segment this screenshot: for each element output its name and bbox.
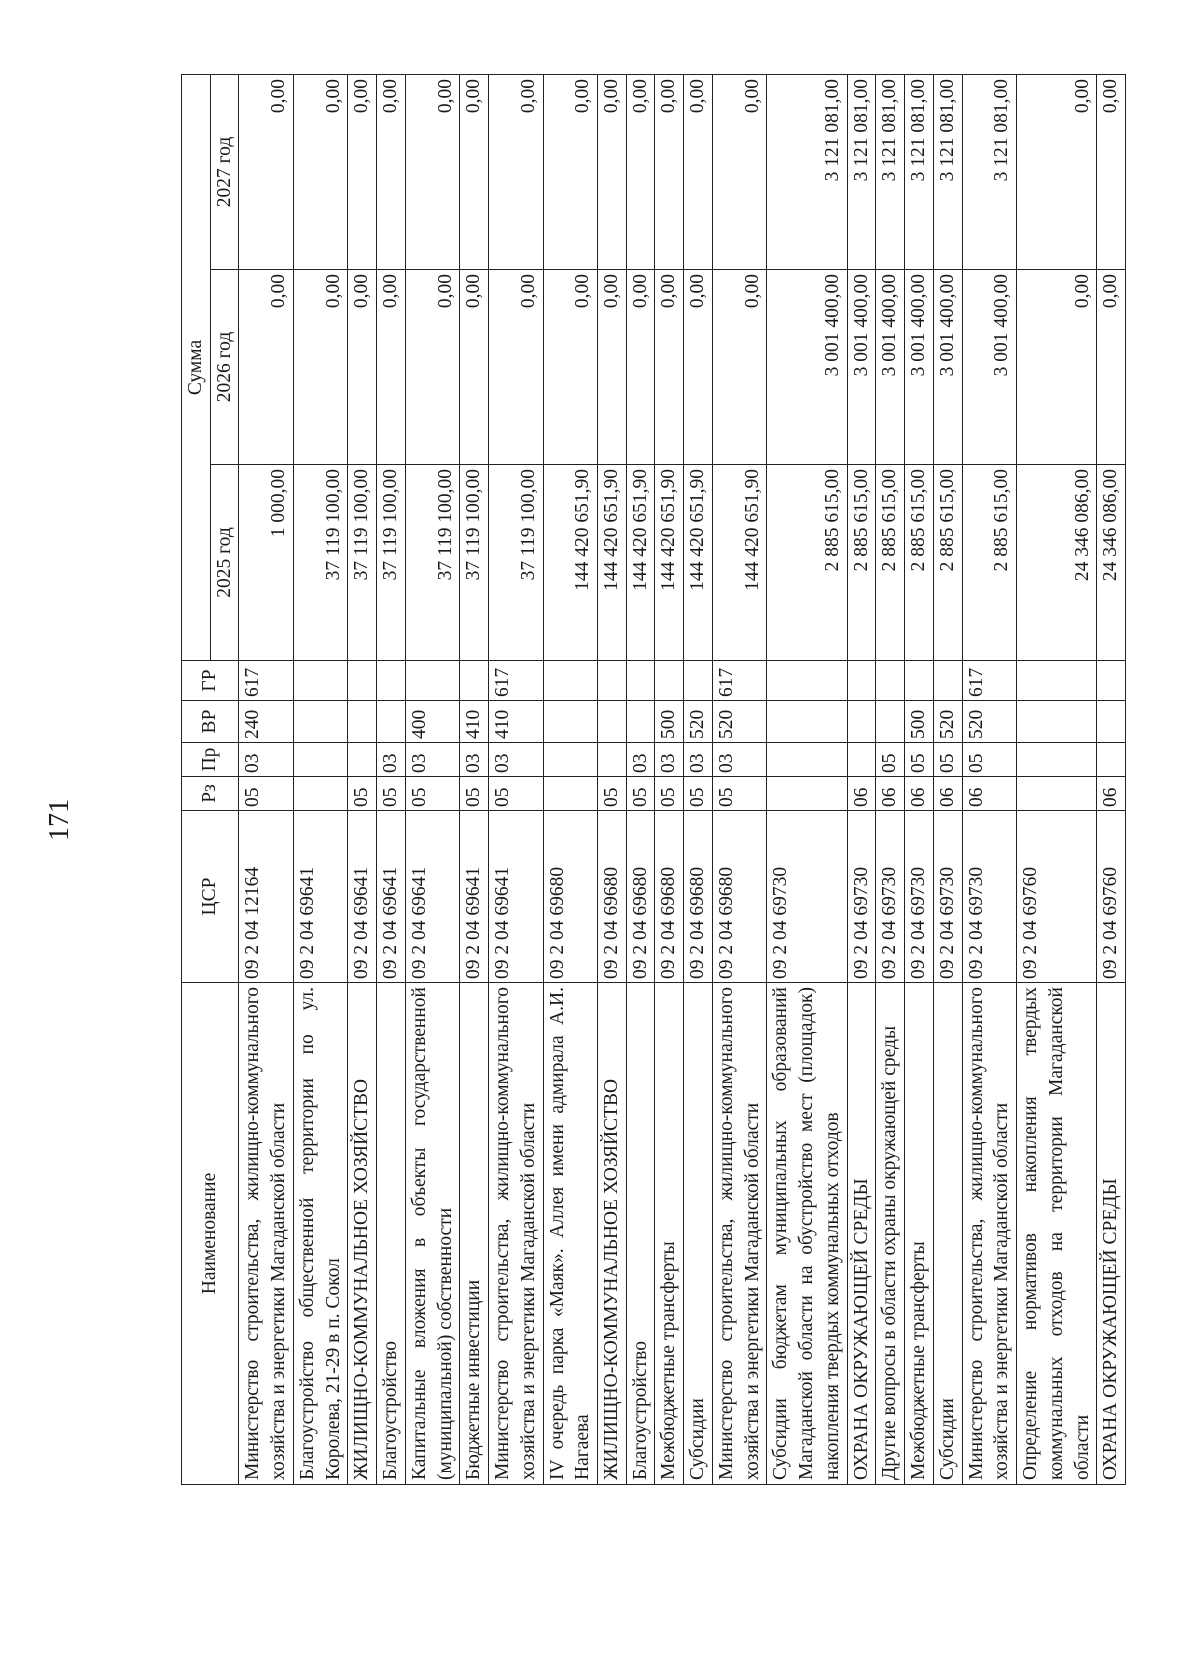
row-rz-cell (767, 777, 847, 811)
row-sum-2027-cell: 0,00 (626, 75, 655, 270)
row-sum-2025-cell: 37 119 100,00 (489, 465, 543, 661)
row-name-cell: Благоустройство (626, 983, 655, 1485)
row-sum-2025-cell: 37 119 100,00 (405, 465, 459, 661)
row-pr-cell: 03 (712, 743, 766, 777)
row-sum-2026-cell: 0,00 (293, 270, 347, 465)
row-csr-cell: 09 2 04 69760 (1097, 811, 1126, 983)
row-vr-cell (626, 701, 655, 743)
row-sum-2025-cell: 2 885 615,00 (933, 465, 962, 661)
row-sum-2027-cell: 3 121 081,00 (847, 75, 876, 270)
row-vr-cell: 520 (933, 701, 962, 743)
header-pr: Пр (182, 743, 239, 777)
row-rz-cell: 05 (405, 777, 459, 811)
row-sum-2026-cell: 3 001 400,00 (876, 270, 905, 465)
table-row (847, 75, 876, 1485)
row-sum-2026-cell: 0,00 (626, 270, 655, 465)
row-rz-cell: 06 (962, 777, 1016, 811)
row-pr-cell: 05 (905, 743, 934, 777)
row-name-cell: Субсидии бюджетам муниципальных образований Магаданской области на обустройство мест (площадок) накопления твердых коммунальных отходов (767, 983, 847, 1485)
row-sum-2025-cell: 37 119 100,00 (377, 465, 406, 661)
row-name-cell: ОХРАНА ОКРУЖАЮЩЕЙ СРЕДЫ (1097, 983, 1126, 1485)
row-rz-cell: 06 (1097, 777, 1126, 811)
row-sum-2027-cell: 0,00 (1097, 75, 1126, 270)
row-sum-2027-cell: 0,00 (377, 75, 406, 270)
row-vr-cell: 500 (905, 701, 934, 743)
table-row (543, 75, 597, 1485)
row-vr-cell: 520 (712, 701, 766, 743)
row-sum-2025-cell: 2 885 615,00 (876, 465, 905, 661)
header-sum: Сумма (182, 75, 211, 661)
row-sum-2025-cell: 144 420 651,90 (543, 465, 597, 661)
table-row (626, 75, 655, 1485)
row-sum-2027-cell: 3 121 081,00 (962, 75, 1016, 270)
row-pr-cell (348, 743, 377, 777)
row-vr-cell: 500 (655, 701, 684, 743)
table-row (962, 75, 1016, 1485)
row-rz-cell: 05 (460, 777, 489, 811)
row-pr-cell: 03 (684, 743, 713, 777)
row-rz-cell: 06 (876, 777, 905, 811)
row-pr-cell: 03 (626, 743, 655, 777)
header-row-top (182, 75, 211, 1485)
table-row (598, 75, 627, 1485)
row-gr-cell: 617 (962, 661, 1016, 701)
row-name-cell: Министерство строительства, жилищно-коммунального хозяйства и энергетики Магаданской области (962, 983, 1016, 1485)
row-sum-2027-cell: 0,00 (684, 75, 713, 270)
header-year-2026: 2026 год (210, 270, 239, 465)
row-csr-cell: 09 2 04 69680 (626, 811, 655, 983)
row-name-cell: Министерство строительства, жилищно-коммунального хозяйства и энергетики Магаданской области (489, 983, 543, 1485)
row-gr-cell (626, 661, 655, 701)
row-vr-cell: 520 (962, 701, 1016, 743)
row-sum-2025-cell: 24 346 086,00 (1097, 465, 1126, 661)
row-rz-cell: 06 (933, 777, 962, 811)
row-csr-cell: 09 2 04 69730 (767, 811, 847, 983)
table-row (348, 75, 377, 1485)
row-sum-2026-cell: 3 001 400,00 (767, 270, 847, 465)
row-sum-2027-cell: 3 121 081,00 (905, 75, 934, 270)
row-name-cell: Определение нормативов накопления твердых коммунальных отходов на территории Магаданской области (1017, 983, 1097, 1485)
row-rz-cell: 05 (684, 777, 713, 811)
header-vr: ВР (182, 701, 239, 743)
row-rz-cell: 05 (489, 777, 543, 811)
row-vr-cell (767, 701, 847, 743)
row-rz-cell: 06 (847, 777, 876, 811)
row-rz-cell: 05 (348, 777, 377, 811)
row-gr-cell (876, 661, 905, 701)
row-vr-cell (1097, 701, 1126, 743)
row-sum-2027-cell: 3 121 081,00 (933, 75, 962, 270)
row-sum-2025-cell: 2 885 615,00 (847, 465, 876, 661)
row-vr-cell (598, 701, 627, 743)
row-pr-cell (1017, 743, 1097, 777)
row-sum-2027-cell: 0,00 (655, 75, 684, 270)
row-name-cell: Министерство строительства, жилищно-коммунального хозяйства и энергетики Магаданской области (239, 983, 293, 1485)
table-row (460, 75, 489, 1485)
row-sum-2027-cell: 0,00 (239, 75, 293, 270)
row-csr-cell: 09 2 04 69730 (847, 811, 876, 983)
row-pr-cell (767, 743, 847, 777)
row-pr-cell: 03 (460, 743, 489, 777)
row-rz-cell: 06 (905, 777, 934, 811)
header-year-2027: 2027 год (210, 75, 239, 270)
row-gr-cell (348, 661, 377, 701)
row-csr-cell: 09 2 04 69680 (684, 811, 713, 983)
row-pr-cell: 03 (239, 743, 293, 777)
table-row (684, 75, 713, 1485)
row-gr-cell: 617 (712, 661, 766, 701)
row-sum-2025-cell: 37 119 100,00 (293, 465, 347, 661)
table-row (905, 75, 934, 1485)
row-sum-2027-cell: 0,00 (1017, 75, 1097, 270)
row-sum-2025-cell: 37 119 100,00 (460, 465, 489, 661)
row-sum-2027-cell: 3 121 081,00 (767, 75, 847, 270)
row-name-cell: ЖИЛИЩНО-КОММУНАЛЬНОЕ ХОЗЯЙСТВО (598, 983, 627, 1485)
row-sum-2026-cell: 0,00 (405, 270, 459, 465)
row-sum-2026-cell: 0,00 (239, 270, 293, 465)
row-gr-cell (767, 661, 847, 701)
row-sum-2027-cell: 0,00 (489, 75, 543, 270)
row-pr-cell (293, 743, 347, 777)
row-gr-cell (377, 661, 406, 701)
row-gr-cell (933, 661, 962, 701)
table-row (1017, 75, 1097, 1485)
row-sum-2025-cell: 37 119 100,00 (348, 465, 377, 661)
row-csr-cell: 09 2 04 12164 (239, 811, 293, 983)
table-row (876, 75, 905, 1485)
row-gr-cell (293, 661, 347, 701)
row-gr-cell (1097, 661, 1126, 701)
row-vr-cell (847, 701, 876, 743)
row-name-cell: Бюджетные инвестиции (460, 983, 489, 1485)
row-csr-cell: 09 2 04 69641 (405, 811, 459, 983)
row-vr-cell (348, 701, 377, 743)
row-sum-2027-cell: 0,00 (293, 75, 347, 270)
row-name-cell: Субсидии (684, 983, 713, 1485)
row-pr-cell: 05 (876, 743, 905, 777)
row-sum-2025-cell: 24 346 086,00 (1017, 465, 1097, 661)
row-name-cell: Министерство строительства, жилищно-коммунального хозяйства и энергетики Магаданской области (712, 983, 766, 1485)
row-vr-cell: 400 (405, 701, 459, 743)
row-pr-cell: 03 (405, 743, 459, 777)
row-gr-cell (905, 661, 934, 701)
table-row (405, 75, 459, 1485)
header-rz: Рз (182, 777, 239, 811)
row-rz-cell: 05 (377, 777, 406, 811)
row-sum-2026-cell: 3 001 400,00 (905, 270, 934, 465)
row-gr-cell: 617 (239, 661, 293, 701)
row-sum-2027-cell: 3 121 081,00 (876, 75, 905, 270)
row-csr-cell: 09 2 04 69641 (377, 811, 406, 983)
row-sum-2026-cell: 3 001 400,00 (847, 270, 876, 465)
row-csr-cell: 09 2 04 69730 (933, 811, 962, 983)
row-sum-2025-cell: 2 885 615,00 (905, 465, 934, 661)
table-row (489, 75, 543, 1485)
row-vr-cell (377, 701, 406, 743)
table-body (239, 75, 1126, 1485)
row-csr-cell: 09 2 04 69641 (348, 811, 377, 983)
row-sum-2025-cell: 144 420 651,90 (655, 465, 684, 661)
table-row (712, 75, 766, 1485)
row-name-cell: Благоустройство (377, 983, 406, 1485)
page-number: 171 (44, 799, 75, 841)
row-sum-2025-cell: 144 420 651,90 (598, 465, 627, 661)
row-name-cell: Другие вопросы в области охраны окружающей среды (876, 983, 905, 1485)
table-row (655, 75, 684, 1485)
row-sum-2025-cell: 2 885 615,00 (962, 465, 1016, 661)
row-vr-cell (543, 701, 597, 743)
row-sum-2026-cell: 0,00 (598, 270, 627, 465)
row-sum-2025-cell: 144 420 651,90 (684, 465, 713, 661)
row-vr-cell (293, 701, 347, 743)
row-pr-cell: 03 (655, 743, 684, 777)
row-rz-cell: 05 (626, 777, 655, 811)
row-rz-cell (1017, 777, 1097, 811)
row-gr-cell (598, 661, 627, 701)
row-csr-cell: 09 2 04 69680 (543, 811, 597, 983)
row-sum-2026-cell: 0,00 (712, 270, 766, 465)
table-row (239, 75, 293, 1485)
row-name-cell: Капитальные вложения в объекты государственной (муниципальной) собственности (405, 983, 459, 1485)
row-csr-cell: 09 2 04 69730 (905, 811, 934, 983)
row-rz-cell: 05 (655, 777, 684, 811)
row-gr-cell (847, 661, 876, 701)
header-gr: ГР (182, 661, 239, 701)
row-name-cell: ОХРАНА ОКРУЖАЮЩЕЙ СРЕДЫ (847, 983, 876, 1485)
row-pr-cell (1097, 743, 1126, 777)
table-row (293, 75, 347, 1485)
rotated-page-content (181, 75, 1121, 1485)
row-rz-cell (543, 777, 597, 811)
table-row (377, 75, 406, 1485)
row-sum-2026-cell: 0,00 (1017, 270, 1097, 465)
row-sum-2026-cell: 0,00 (655, 270, 684, 465)
row-sum-2026-cell: 0,00 (684, 270, 713, 465)
row-name-cell: Субсидии (933, 983, 962, 1485)
row-gr-cell (460, 661, 489, 701)
row-pr-cell: 03 (489, 743, 543, 777)
row-sum-2026-cell: 3 001 400,00 (962, 270, 1016, 465)
row-pr-cell (543, 743, 597, 777)
row-gr-cell: 617 (489, 661, 543, 701)
row-sum-2026-cell: 0,00 (460, 270, 489, 465)
row-name-cell: Благоустройство общественной территории по ул. Королева, 21-29 в п. Сокол (293, 983, 347, 1485)
row-pr-cell: 05 (933, 743, 962, 777)
row-csr-cell: 09 2 04 69760 (1017, 811, 1097, 983)
row-sum-2027-cell: 0,00 (460, 75, 489, 270)
row-sum-2025-cell: 2 885 615,00 (767, 465, 847, 661)
table-row (1097, 75, 1126, 1485)
row-sum-2025-cell: 1 000,00 (239, 465, 293, 661)
row-sum-2026-cell: 0,00 (377, 270, 406, 465)
row-vr-cell (1017, 701, 1097, 743)
row-csr-cell: 09 2 04 69730 (876, 811, 905, 983)
row-sum-2026-cell: 0,00 (543, 270, 597, 465)
header-year-2025: 2025 год (210, 465, 239, 661)
row-name-cell: IV очередь парка «Маяк». Аллея имени адмирала А.И. Нагаева (543, 983, 597, 1485)
row-sum-2027-cell: 0,00 (712, 75, 766, 270)
row-csr-cell: 09 2 04 69680 (655, 811, 684, 983)
row-gr-cell (655, 661, 684, 701)
row-sum-2027-cell: 0,00 (348, 75, 377, 270)
row-pr-cell (598, 743, 627, 777)
row-csr-cell: 09 2 04 69641 (293, 811, 347, 983)
row-gr-cell (1017, 661, 1097, 701)
row-rz-cell: 05 (712, 777, 766, 811)
row-sum-2027-cell: 0,00 (543, 75, 597, 270)
row-rz-cell: 05 (598, 777, 627, 811)
table-row (767, 75, 847, 1485)
header-csr: ЦСР (182, 811, 239, 983)
row-vr-cell: 410 (489, 701, 543, 743)
row-gr-cell (684, 661, 713, 701)
row-gr-cell (543, 661, 597, 701)
header-name: Наименование (182, 983, 239, 1485)
row-csr-cell: 09 2 04 69641 (460, 811, 489, 983)
budget-table (181, 74, 1126, 1485)
row-csr-cell: 09 2 04 69680 (598, 811, 627, 983)
row-vr-cell (876, 701, 905, 743)
row-rz-cell (293, 777, 347, 811)
row-name-cell: ЖИЛИЩНО-КОММУНАЛЬНОЕ ХОЗЯЙСТВО (348, 983, 377, 1485)
row-sum-2026-cell: 0,00 (1097, 270, 1126, 465)
row-vr-cell: 410 (460, 701, 489, 743)
row-csr-cell: 09 2 04 69730 (962, 811, 1016, 983)
row-csr-cell: 09 2 04 69641 (489, 811, 543, 983)
row-sum-2025-cell: 144 420 651,90 (712, 465, 766, 661)
row-sum-2026-cell: 3 001 400,00 (933, 270, 962, 465)
row-sum-2027-cell: 0,00 (598, 75, 627, 270)
row-vr-cell: 240 (239, 701, 293, 743)
row-pr-cell (847, 743, 876, 777)
row-sum-2027-cell: 0,00 (405, 75, 459, 270)
row-pr-cell: 05 (962, 743, 1016, 777)
row-pr-cell: 03 (377, 743, 406, 777)
row-name-cell: Межбюджетные трансферты (905, 983, 934, 1485)
row-gr-cell (405, 661, 459, 701)
table-row (933, 75, 962, 1485)
row-vr-cell: 520 (684, 701, 713, 743)
row-csr-cell: 09 2 04 69680 (712, 811, 766, 983)
row-sum-2026-cell: 0,00 (348, 270, 377, 465)
row-sum-2026-cell: 0,00 (489, 270, 543, 465)
row-rz-cell: 05 (239, 777, 293, 811)
row-sum-2025-cell: 144 420 651,90 (626, 465, 655, 661)
row-name-cell: Межбюджетные трансферты (655, 983, 684, 1485)
